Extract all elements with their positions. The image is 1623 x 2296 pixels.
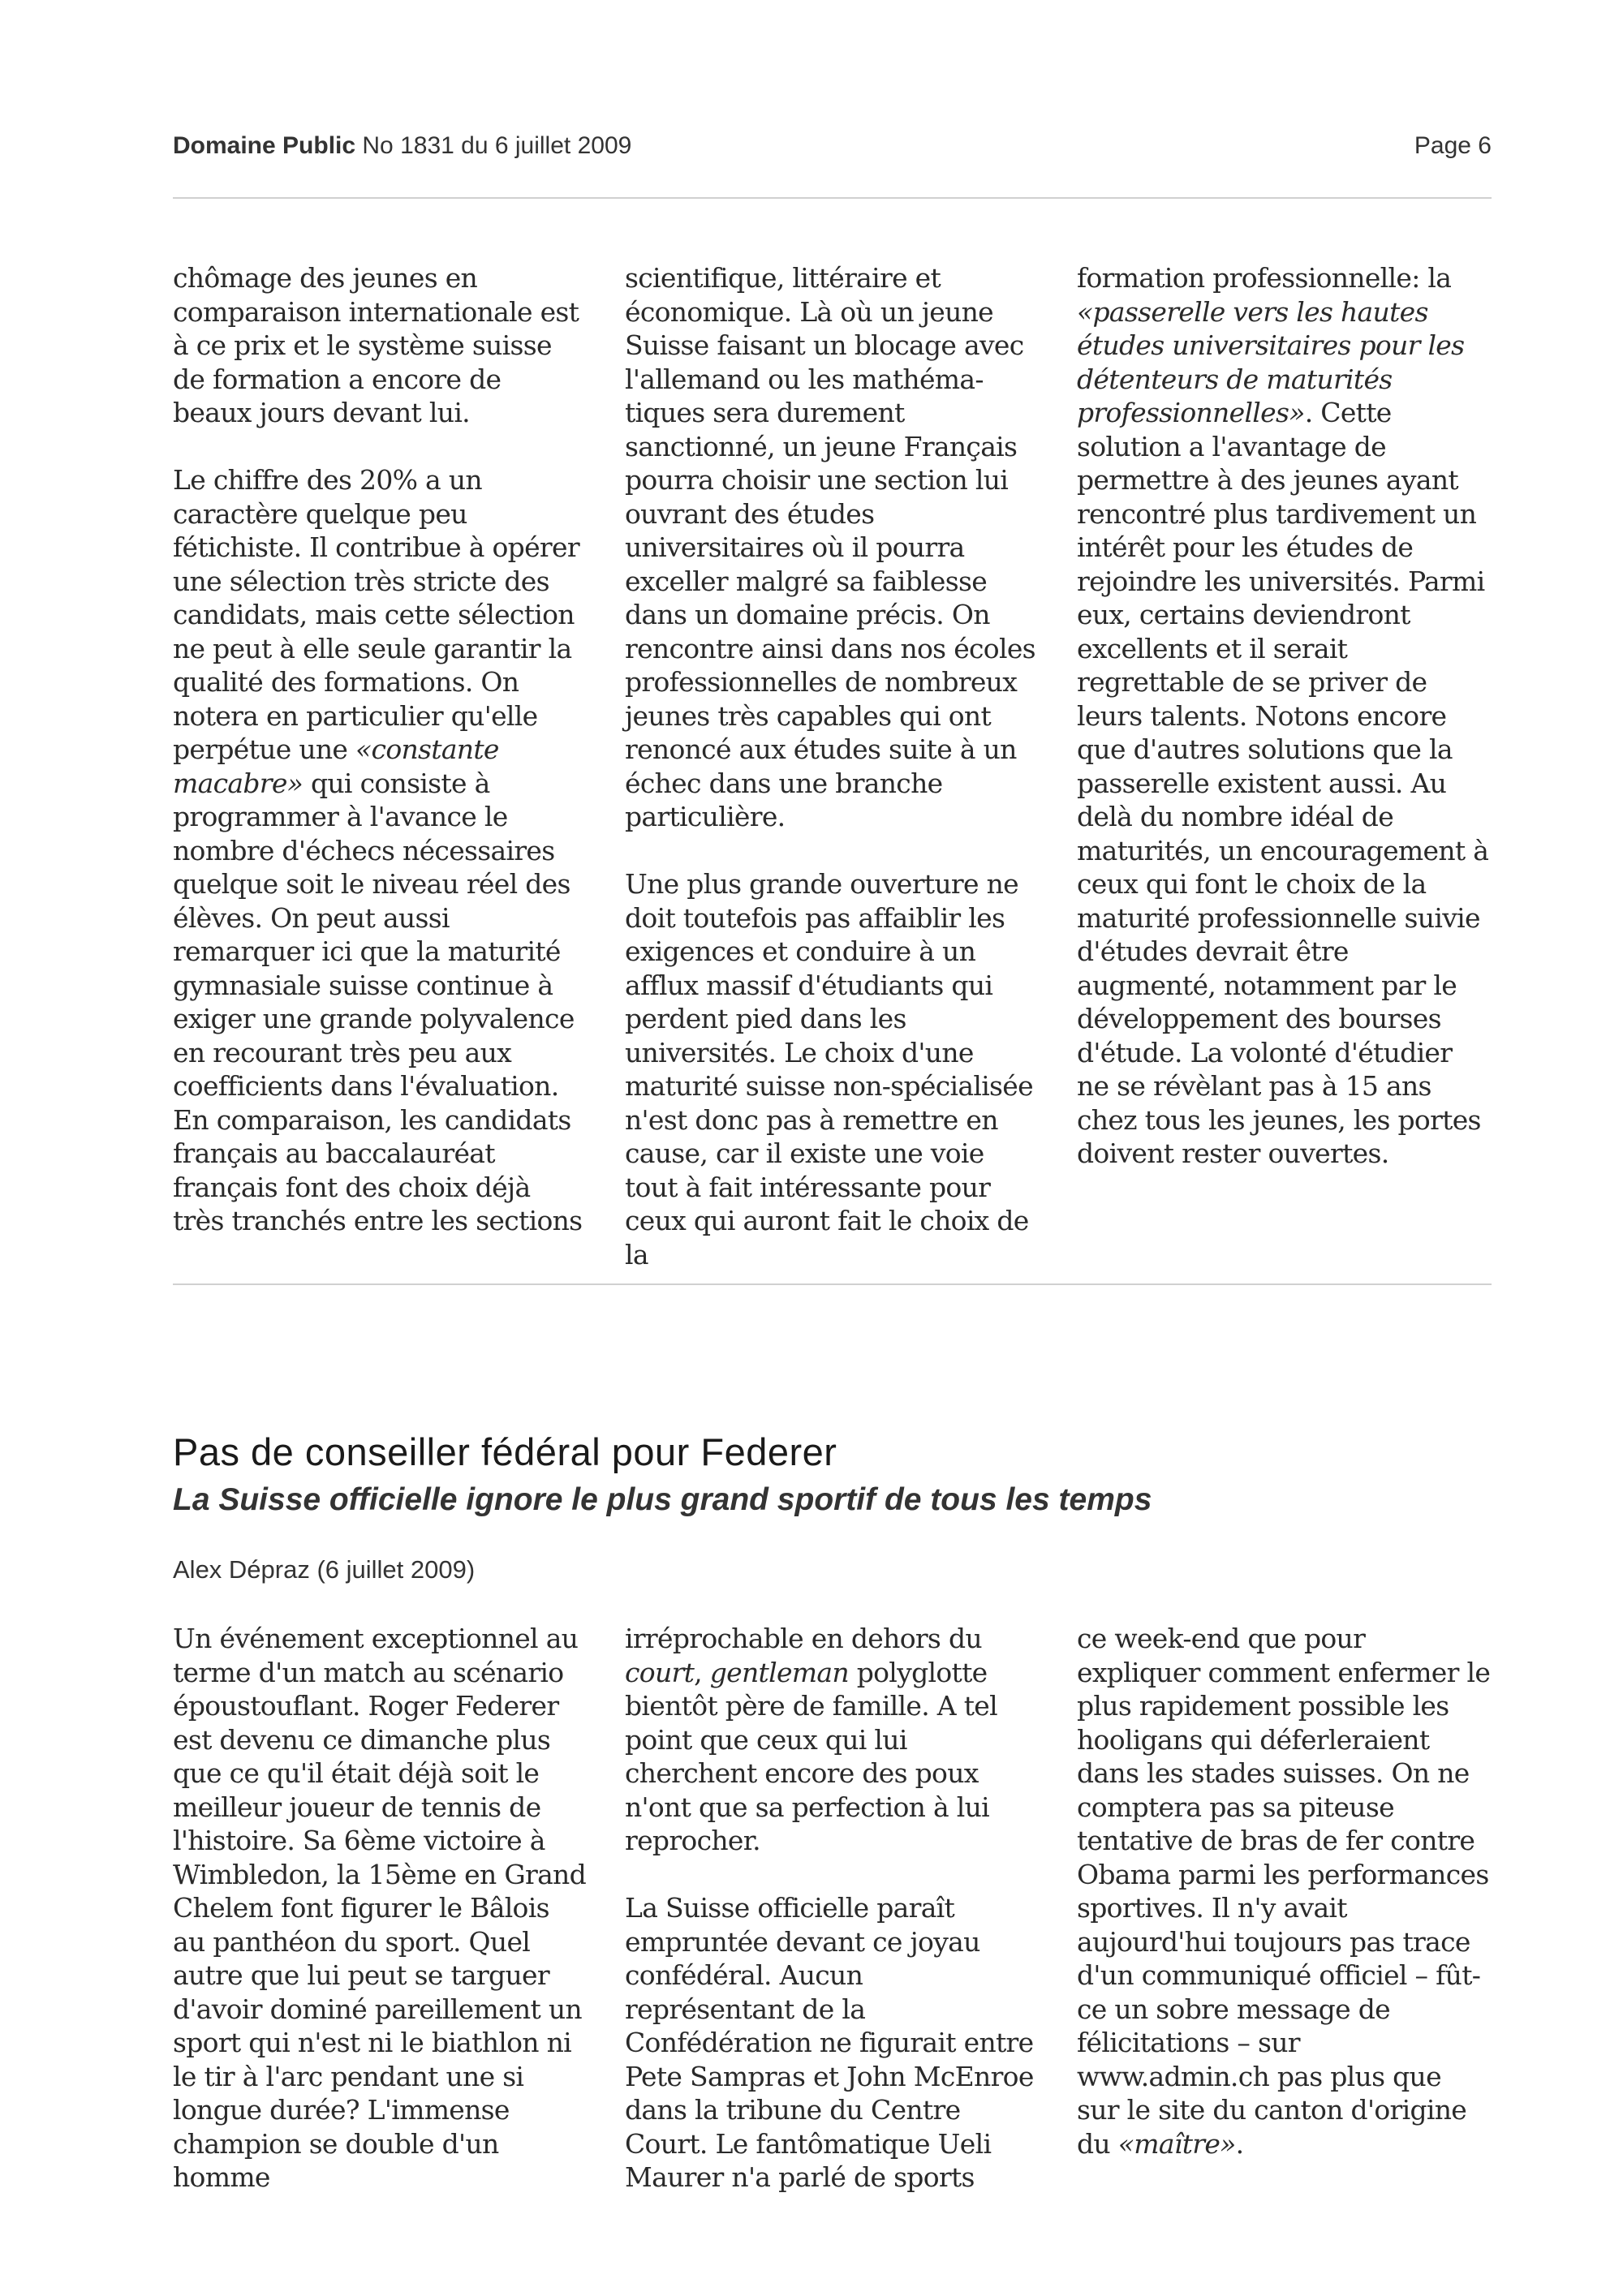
text-run: qui consiste à programmer à l'avance le nombre d'échecs nécessaires quelque soit le niveau réel des élèves. On peut aussi remarquer ici que la maturité gymnasiale suisse continue à exiger une grande polyvalence en recourant très peu aux coefficients dans l'évaluation. En comparaison, les candidats français au baccalauréat français font des choix déjà très tranchés entre les sections — [173, 767, 583, 1236]
header-divider — [173, 197, 1492, 199]
italic-text: court — [625, 1656, 695, 1688]
text-run: . Cette solution a l'avantage de permettre à des jeunes ayant rencontré plus tardivement un intérêt pour les études de rejoindre les universités. Parmi eux, certains deviendront excellents et il serait regrettable de se priver de leurs talents. Notons encore que d'autres solutions que la passerelle existent aussi. Au delà du nombre idéal de maturités, un encouragement à ceux qui font le choix de la maturité professionnelle suivie d'études devrait être augmenté, notamment par le développement des bourses d'étude. La volonté d'étudier ne se révèlant pas à 15 ans chez tous les jeunes, les portes doivent rester ouvertes. — [1077, 397, 1489, 1169]
text-run: Un événement exceptionnel au terme d'un match au scénario époustouflant. Roger Federer est devenu ce dimanche plus que ce qu'il était déjà soit le meilleur joueur de tennis de l'histoire. Sa 6ème victoire à Wimbledon, la 15ème en Grand Chelem font figurer le Bâlois au panthéon du sport. Quel autre que lui peut se targuer d'avoir dominé pareillement un sport qui n'est ni le biathlon ni le tir à l'arc pendant une si longue durée? L'immense champion se double d'un homme — [173, 1623, 587, 2193]
article-subtitle: La Suisse officielle ignore le plus grand sportif de tous les temps — [173, 1482, 1152, 1517]
text-column — [173, 1622, 587, 2195]
article-byline: Alex Dépraz (6 juillet 2009) — [173, 1555, 476, 1584]
article-title: Pas de conseiller fédéral pour Federer — [173, 1430, 837, 1473]
italic-text: «maître» — [1117, 2127, 1236, 2160]
italic-text: gentleman — [709, 1656, 849, 1688]
text-run: Le chiffre des 20% a un caractère quelque peu fétichiste. Il contribue à opérer une sélection très stricte des candidats, mais cette sélection ne peut à elle seule garantir la qualité des formations. On notera en particulier qu'elle perpétue une — [173, 464, 579, 765]
article-body — [173, 1622, 1492, 2195]
italic-text: «constante macabre» — [173, 733, 499, 799]
text-column — [1077, 1622, 1491, 2195]
publication-name: Domaine Public — [173, 132, 356, 159]
text-run: formation professionnelle: la — [1077, 262, 1452, 294]
text-run: , — [694, 1656, 710, 1688]
paragraph — [173, 261, 587, 430]
paragraph — [625, 261, 1039, 834]
text-column — [625, 1622, 1039, 2195]
text-column — [173, 261, 587, 1271]
issue-info: No 1831 du 6 juillet 2009 — [362, 132, 632, 159]
text-run: . — [1235, 2127, 1244, 2160]
text-run: irréprochable en dehors du — [625, 1623, 982, 1654]
text-run: scientifique, littéraire et économique. Là où un jeune Suisse faisant un blocage avec l'allemand ou les mathéma-tiques sera durement sanctionné, un jeune Français pourra choisir une section lui ouvrant des études universitaires où il pourra exceller malgré sa faiblesse dans un domaine précis. On rencontre ainsi dans nos écoles professionnelles de nombreux jeunes très capables qui ont renoncé aux études suite à un échec dans une branche particulière. — [625, 262, 1035, 832]
text-run: La Suisse officielle paraît empruntée devant ce joyau confédéral. Aucun représentant de la Confédération ne figurait entre Pete Sampras et John McEnroe dans la tribune du Centre Court. Le fantômatique Ueli Maurer n'a parlé de sports — [625, 1892, 1034, 2193]
text-column — [1077, 261, 1491, 1271]
paragraph — [625, 867, 1039, 1271]
paragraph — [173, 463, 587, 1238]
paragraph — [625, 1891, 1039, 2195]
previous-article-body — [173, 261, 1492, 1271]
text-run: chômage des jeunes en comparaison internationale est à ce prix et le système suisse de formation a encore de beaux jours devant lui. — [173, 262, 579, 428]
text-run: polyglotte bientôt père de famille. A tel point que ceux qui lui cherchent encore des poux n'ont que sa perfection à lui reprocher. — [625, 1656, 997, 1856]
page-header — [173, 132, 1492, 160]
paragraph — [1077, 261, 1491, 1171]
text-run: ce week-end que pour expliquer comment enfermer le plus rapidement possible les hooligans qui déferleraient dans les stades suisses. On ne comptera pas sa piteuse tentative de bras de fer contre Obama parmi les performances sportives. Il n'y avait aujourd'hui toujours pas trace d'un communiqué officiel – fût-ce un sobre message de félicitations – sur www.admin.ch pas plus que sur le site du canton d'origine du — [1077, 1623, 1491, 2160]
page-number: Page 6 — [1414, 132, 1492, 159]
italic-text: «passerelle vers les hautes études universitaires pour les détenteurs de maturités professionnelles» — [1077, 295, 1465, 428]
paragraph — [1077, 1622, 1491, 2161]
paragraph — [173, 1622, 587, 2195]
text-column — [625, 261, 1039, 1271]
paragraph — [625, 1622, 1039, 1858]
text-run: Une plus grande ouverture ne doit toutefois pas affaiblir les exigences et conduire à un afflux massif d'étudiants qui perdent pied dans les universités. Le choix d'une maturité suisse non-spécialisée n'est donc pas à remettre en cause, car il existe une voie tout à fait intéressante pour ceux qui auront fait le choix de la — [625, 868, 1033, 1271]
article-divider — [173, 1283, 1492, 1285]
